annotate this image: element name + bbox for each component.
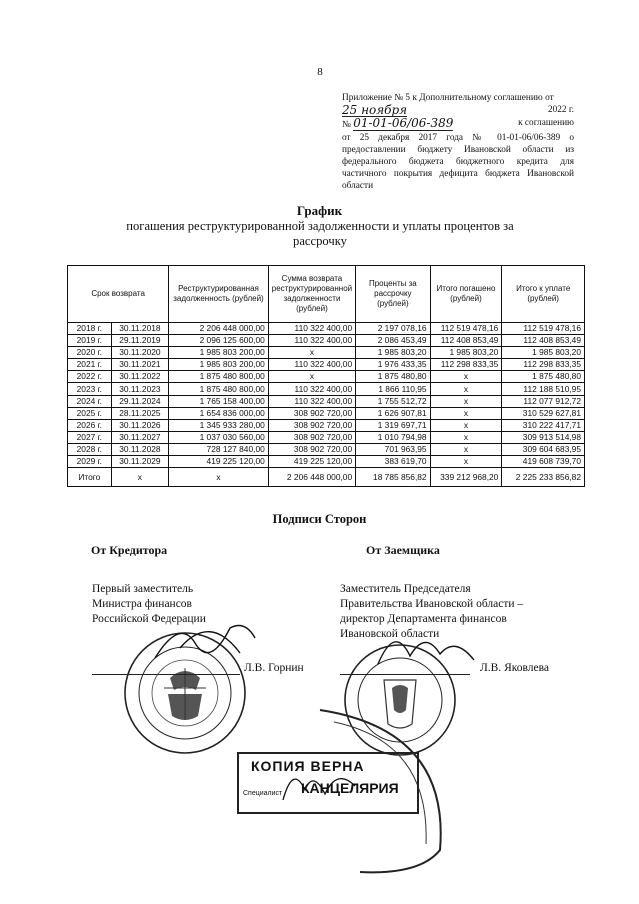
creditor-position-line-1: Первый заместитель — [92, 583, 194, 595]
creditor-signature-line — [92, 674, 240, 675]
total-due: 2 225 233 856,82 — [502, 468, 585, 487]
appendix-date-handwritten: 25 ноября — [342, 103, 408, 118]
total-interest: 18 785 856,82 — [356, 468, 430, 487]
cell-paid: 112 298 833,35 — [430, 359, 502, 371]
cell-interest: 1 626 907,81 — [356, 407, 430, 419]
borrower-position-line-2: Правительства Ивановской области – — [340, 598, 524, 610]
cell-repay: 110 322 400,00 — [268, 395, 355, 407]
total-paid: 339 212 968,20 — [430, 468, 502, 487]
signatures-title: Подписи Сторон — [272, 512, 367, 526]
cell-year: 2029 г. — [68, 456, 112, 468]
table-row — [68, 395, 585, 407]
cell-paid: 112 408 853,49 — [430, 335, 502, 347]
cell-debt: 1 037 030 560,00 — [169, 431, 269, 443]
table-row — [68, 456, 585, 468]
page-number: 8 — [317, 66, 323, 78]
appendix-number-group — [342, 117, 453, 131]
cell-due: 112 519 478,16 — [502, 323, 585, 335]
cell-date: 30.11.2020 — [111, 347, 169, 359]
table-row — [68, 359, 585, 371]
cell-interest: 383 619,70 — [356, 456, 430, 468]
cell-debt: 1 985 803 200,00 — [169, 347, 269, 359]
cell-debt: 1 875 480 800,00 — [169, 383, 269, 395]
borrower-position-line-1: Заместитель Председателя — [340, 583, 471, 595]
cell-debt: 1 985 803 200,00 — [169, 359, 269, 371]
table-total-row — [68, 468, 585, 487]
cell-interest: 1 755 512,72 — [356, 395, 430, 407]
borrower-signature-icon — [370, 616, 480, 676]
cell-date: 29.11.2024 — [111, 395, 169, 407]
total-repay: 2 206 448 000,00 — [268, 468, 355, 487]
cell-date: 30.11.2018 — [111, 323, 169, 335]
appendix-number-handwritten: 01-01-06/06-389 — [353, 116, 454, 131]
cell-paid: x — [430, 443, 502, 455]
cell-repay: 419 225 120,00 — [268, 456, 355, 468]
cell-date: 30.11.2021 — [111, 359, 169, 371]
header-repay: Сумма возврата реструктурированной задолженности (рублей) — [268, 266, 355, 323]
cell-interest: 1 985 803,20 — [356, 347, 430, 359]
appendix-line-1: Приложение № 5 к Дополнительному соглашению от — [342, 93, 554, 103]
cell-due: 112 188 510,95 — [502, 383, 585, 395]
table-header-row — [68, 266, 585, 323]
cell-due: 310 222 417,71 — [502, 419, 585, 431]
cell-due: 310 529 627,81 — [502, 407, 585, 419]
table-row — [68, 323, 585, 335]
cell-due: 419 608 739,70 — [502, 456, 585, 468]
cell-year: 2020 г. — [68, 347, 112, 359]
cell-debt: 419 225 120,00 — [169, 456, 269, 468]
appendix-to-agreement: к соглашению — [518, 118, 574, 129]
cell-debt: 1 654 836 000,00 — [169, 407, 269, 419]
borrower-position-line-3: директор Департамента финансов — [340, 613, 507, 625]
cell-paid: x — [430, 456, 502, 468]
creditor-heading: От Кредитора — [91, 543, 168, 557]
borrower-heading: От Заемщика — [366, 543, 440, 557]
cell-year: 2022 г. — [68, 371, 112, 383]
table-row — [68, 383, 585, 395]
cell-date: 30.11.2028 — [111, 443, 169, 455]
creditor-position-line-3: Российской Федерации — [92, 613, 206, 625]
cell-debt: 2 096 125 600,00 — [169, 335, 269, 347]
cell-paid: x — [430, 395, 502, 407]
table-row — [68, 371, 585, 383]
borrower-name: Л.В. Яковлева — [480, 662, 550, 674]
table-row — [68, 431, 585, 443]
header-due: Итого к уплате (рублей) — [502, 266, 585, 323]
total-debt: x — [169, 468, 269, 487]
cell-debt: 728 127 840,00 — [169, 443, 269, 455]
cell-date: 28.11.2025 — [111, 407, 169, 419]
table-row — [68, 443, 585, 455]
cell-debt: 2 206 448 000,00 — [169, 323, 269, 335]
cell-due: 1 985 803,20 — [502, 347, 585, 359]
header-term: Срок возврата — [68, 266, 169, 323]
cell-repay: x — [268, 347, 355, 359]
cell-year: 2019 г. — [68, 335, 112, 347]
cell-interest: 1 875 480,80 — [356, 371, 430, 383]
cell-due: 1 875 480,80 — [502, 371, 585, 383]
cell-interest: 1 866 110,95 — [356, 383, 430, 395]
copy-stamp-label: Специалист — [243, 790, 283, 797]
total-label: Итого — [68, 468, 112, 487]
cell-paid: x — [430, 419, 502, 431]
creditor-name: Л.В. Горнин — [244, 662, 304, 674]
copy-stamp-title: КОПИЯ ВЕРНА — [251, 758, 365, 774]
cell-date: 29.11.2019 — [111, 335, 169, 347]
header-paid: Итого погашено (рублей) — [430, 266, 502, 323]
cell-paid: 1 985 803,20 — [430, 347, 502, 359]
cell-paid: x — [430, 383, 502, 395]
cell-repay: 110 322 400,00 — [268, 335, 355, 347]
copy-stamp-office: КАНЦЕЛЯРИЯ — [301, 780, 399, 796]
appendix-header — [342, 92, 574, 193]
cell-debt: 1 345 933 280,00 — [169, 419, 269, 431]
cell-year: 2026 г. — [68, 419, 112, 431]
cell-repay: 308 902 720,00 — [268, 431, 355, 443]
cell-debt: 1 875 480 800,00 — [169, 371, 269, 383]
cell-date: 30.11.2026 — [111, 419, 169, 431]
cell-interest: 1 010 794,98 — [356, 431, 430, 443]
cell-interest: 701 963,95 — [356, 443, 430, 455]
table-row — [68, 347, 585, 359]
table-body — [68, 323, 585, 487]
cell-date: 30.11.2029 — [111, 456, 169, 468]
cell-year: 2028 г. — [68, 443, 112, 455]
cell-repay: 110 322 400,00 — [268, 323, 355, 335]
cell-date: 30.11.2027 — [111, 431, 169, 443]
cell-interest: 2 086 453,49 — [356, 335, 430, 347]
document-subtitle: погашения реструктурированной задолженности и уплаты процентов за рассрочку — [126, 219, 514, 248]
cell-due: 112 408 853,49 — [502, 335, 585, 347]
header-debt: Реструктурированная задолженность (рублей) — [169, 266, 269, 323]
cell-due: 112 077 912,72 — [502, 395, 585, 407]
appendix-number-prefix: № — [342, 120, 351, 131]
cell-due: 112 298 833,35 — [502, 359, 585, 371]
creditor-position-line-2: Министра финансов — [92, 598, 192, 610]
table-row — [68, 407, 585, 419]
appendix-number-row — [342, 117, 574, 131]
cell-paid: 112 519 478,16 — [430, 323, 502, 335]
cell-interest: 1 319 697,71 — [356, 419, 430, 431]
cell-date: 30.11.2023 — [111, 383, 169, 395]
repayment-schedule-table — [67, 265, 585, 487]
appendix-body: от 25 декабря 2017 года № 01-01-06/06-389 о предоставлении бюджету Ивановской области из федерального бюджета бюджетного кредита для частичного покрытия дефицита бюджета Ивановской области — [342, 132, 574, 192]
appendix-year: 2022 г. — [547, 105, 574, 116]
cell-year: 2025 г. — [68, 407, 112, 419]
cell-debt: 1 765 158 400,00 — [169, 395, 269, 407]
cell-date: 30.11.2022 — [111, 371, 169, 383]
copy-stamp-signature-icon — [279, 760, 359, 808]
cell-paid: x — [430, 371, 502, 383]
cell-year: 2024 г. — [68, 395, 112, 407]
cell-interest: 1 976 433,35 — [356, 359, 430, 371]
borrower-position-line-4: Ивановской области — [340, 628, 440, 640]
total-date: x — [111, 468, 169, 487]
cell-interest: 2 197 078,16 — [356, 323, 430, 335]
creditor-signature-icon — [150, 608, 260, 668]
header-interest: Проценты за рассрочку (рублей) — [356, 266, 430, 323]
cell-repay: 308 902 720,00 — [268, 407, 355, 419]
table-row — [68, 419, 585, 431]
cell-repay: 110 322 400,00 — [268, 383, 355, 395]
table-row — [68, 335, 585, 347]
cell-repay: 308 902 720,00 — [268, 419, 355, 431]
cell-year: 2021 г. — [68, 359, 112, 371]
cell-paid: x — [430, 407, 502, 419]
cell-paid: x — [430, 431, 502, 443]
cell-due: 309 913 514,98 — [502, 431, 585, 443]
cell-due: 309 604 683,95 — [502, 443, 585, 455]
document-title: График — [296, 203, 343, 218]
cell-year: 2018 г. — [68, 323, 112, 335]
cell-year: 2027 г. — [68, 431, 112, 443]
cell-year: 2023 г. — [68, 383, 112, 395]
borrower-signature-line — [340, 674, 470, 675]
cell-repay: x — [268, 371, 355, 383]
copy-certified-stamp — [237, 752, 419, 814]
cell-repay: 308 902 720,00 — [268, 443, 355, 455]
cell-repay: 110 322 400,00 — [268, 359, 355, 371]
